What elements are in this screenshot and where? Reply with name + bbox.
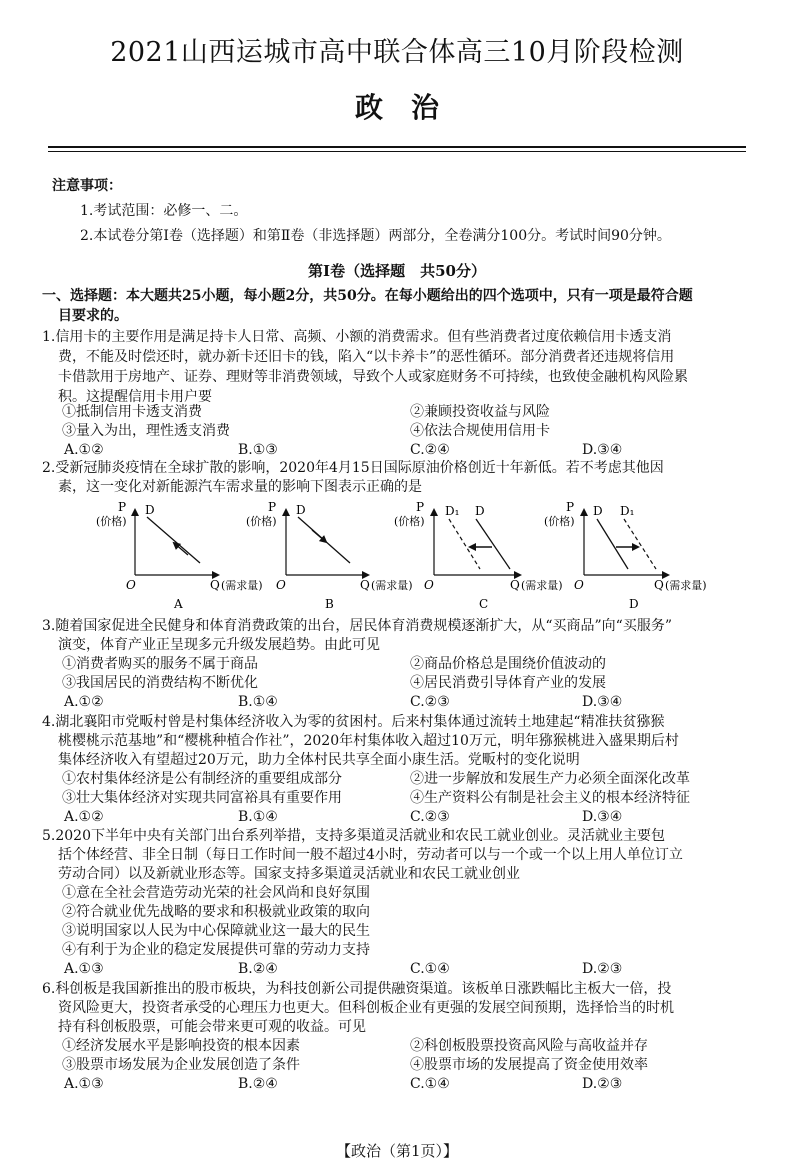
choice-b[interactable]: B.②④ <box>238 961 278 977</box>
page-footer: 【政治（第1页）】 <box>335 1142 459 1160</box>
statement: ③股票市场发展为企业发展创造了条件 <box>62 1057 300 1073</box>
choice-a[interactable]: A.①③ <box>64 961 104 977</box>
movement-arrow <box>174 543 188 555</box>
section-title: 第Ⅰ卷（选择题 共50分） <box>308 262 486 280</box>
question-text: 括个体经营、非全日制（每日工作时间一般不超过4小时，劳动者可以与一个或一个以上用人单位订立 <box>58 847 683 863</box>
graph-c[interactable] <box>394 500 563 611</box>
question-text: 持有科创板股票，可能会带来更可观的收益。可见 <box>58 1019 366 1035</box>
q-label: Q <box>360 578 370 592</box>
quantity-label: (需求量) <box>521 579 563 592</box>
graph-label: B <box>325 597 334 611</box>
curve-label: D <box>296 503 306 517</box>
statement: ②科创板股票投资高风险与高收益并存 <box>410 1038 648 1054</box>
question-text: 桃樱桃示范基地”和“樱桃种植合作社”，2020年村集体收入超过10万元，明年猕猴桃进入盛果期后村 <box>58 733 679 749</box>
question-text: 费，不能及时偿还时，就办新卡还旧卡的钱，陷入“以卡养卡”的恶性循环。部分消费者还违规将信用 <box>58 349 675 365</box>
choice-d[interactable]: D.③④ <box>582 442 623 458</box>
choice-c[interactable]: C.②③ <box>410 694 450 710</box>
section-instruction: 目要求的。 <box>58 308 128 324</box>
p-label: P <box>268 500 277 514</box>
q-label: Q <box>510 578 520 592</box>
price-label: (价格) <box>246 515 277 528</box>
question-text: 演变，体育产业正呈现多元升级发展趋势。由此可见 <box>58 637 380 653</box>
graph-label: A <box>174 597 183 611</box>
choice-a[interactable]: A.①② <box>64 694 104 710</box>
statement: ①农村集体经济是公有制经济的重要组成部分 <box>62 771 342 787</box>
notice-item: 1.考试范围：必修一、二。 <box>80 203 248 219</box>
statement: ④股票市场的发展提高了资金使用效率 <box>410 1057 648 1073</box>
header-rule-thin <box>48 151 746 152</box>
statement: ②符合就业优先战略的要求和积极就业政策的取向 <box>62 904 370 920</box>
origin-label: O <box>126 578 136 592</box>
quantity-label: (需求量) <box>371 579 413 592</box>
choice-d[interactable]: D.②③ <box>582 1076 623 1092</box>
origin-label: O <box>574 578 584 592</box>
demand-curve <box>147 517 200 563</box>
question-text: 2.受新冠肺炎疫情在全球扩散的影响，2020年4月15日国际原油价格创近十年新低。若不考虑其他因 <box>42 460 664 476</box>
choice-b[interactable]: B.②④ <box>238 1076 278 1092</box>
question-text: 素，这一变化对新能源汽车需求量的影响下图表示正确的是 <box>58 479 422 495</box>
graph-b[interactable] <box>246 500 413 611</box>
demand-curve-shifted <box>449 519 480 569</box>
choice-a[interactable]: A.①② <box>64 442 104 458</box>
p-label: P <box>416 500 425 514</box>
question-text: 集体经济收入有望超过20万元，助力全体村民共享全面小康生活。党畈村的变化说明 <box>58 752 580 768</box>
question-text: 1.信用卡的主要作用是满足持卡人日常、高频、小额的消费需求。但有些消费者过度依赖信用卡透支消 <box>42 329 672 345</box>
question-text: 6.科创板是我国新推出的股市板块，为科技创新公司提供融资渠道。该板单日涨跌幅比主板大一倍，投 <box>42 981 672 997</box>
statement: ①消费者购买的服务不属于商品 <box>62 656 258 672</box>
choice-b[interactable]: B.①③ <box>238 442 278 458</box>
notice-heading: 注意事项： <box>52 178 122 194</box>
graph-d[interactable] <box>544 500 707 611</box>
statement: ④居民消费引导体育产业的发展 <box>410 675 606 691</box>
choice-b[interactable]: B.①④ <box>238 809 278 825</box>
demand-curve-shifted <box>624 519 656 569</box>
movement-arrow <box>312 530 326 542</box>
choice-d[interactable]: D.②③ <box>582 961 623 977</box>
demand-graphs <box>0 495 794 615</box>
origin-label: O <box>424 578 434 592</box>
statement: ③壮大集体经济对实现共同富裕具有重要作用 <box>62 790 342 806</box>
statement: ①意在全社会营造劳动光荣的社会风尚和良好氛围 <box>62 885 370 901</box>
graph-label: D <box>629 597 639 611</box>
statement: ④依法合规使用信用卡 <box>410 423 550 439</box>
exam-title: 2021山西运城市高中联合体高三10月阶段检测 <box>110 37 684 68</box>
curve-label: D <box>145 503 155 517</box>
graph-label: C <box>479 597 489 611</box>
statement: ④有利于为企业的稳定发展提供可靠的劳动力支持 <box>62 942 370 958</box>
quantity-label: (需求量) <box>221 579 263 592</box>
question-text: 资风险更大，投资者承受的心理压力也更大。但科创板企业有更强的发展空间预期，选择恰当的时机 <box>58 1000 674 1016</box>
statement: ①抵制信用卡透支消费 <box>62 404 202 420</box>
demand-curve <box>476 519 510 569</box>
statement: ②商品价格总是围绕价值波动的 <box>410 656 606 672</box>
choice-c[interactable]: C.①④ <box>410 1076 450 1092</box>
statement: ③我国居民的消费结构不断优化 <box>62 675 258 691</box>
section-instruction: 一、选择题：本大题共25小题，每小题2分，共50分。在每小题给出的四个选项中，只有一项是最符合题 <box>42 288 693 304</box>
statement: ②进一步解放和发展生产力必须全面深化改革 <box>410 771 690 787</box>
demand-curve <box>597 519 628 569</box>
origin-label: O <box>276 578 286 592</box>
question-text: 4.湖北襄阳市党畈村曾是村集体经济收入为零的贫困村。后来村集体通过流转土地建起“精准扶贫猕猴 <box>42 714 665 730</box>
price-label: (价格) <box>394 515 425 528</box>
q-label: Q <box>654 578 664 592</box>
question-text: 3.随着国家促进全民健身和体育消费政策的出台，居民体育消费规模逐渐扩大，从“买商品”向“买服务” <box>42 618 672 634</box>
curve-label: D₁ <box>620 504 635 518</box>
p-label: P <box>566 500 575 514</box>
choice-c[interactable]: C.②④ <box>410 442 450 458</box>
price-label: (价格) <box>96 515 127 528</box>
question-text: 积。这提醒信用卡用户要 <box>58 389 212 405</box>
statement: ②兼顾投资收益与风险 <box>410 404 550 420</box>
statement: ④生产资料公有制是社会主义的根本经济特征 <box>410 790 690 806</box>
question-text: 劳动合同）以及新就业形态等。国家支持多渠道灵活就业和农民工就业创业 <box>58 866 520 882</box>
question-text: 卡借款用于房地产、证券、理财等非消费领域，导致个人或家庭财务不可持续，也致使金融机构风险累 <box>58 369 688 385</box>
q-label: Q <box>210 578 220 592</box>
choice-a[interactable]: A.①③ <box>64 1076 104 1092</box>
subject-title: 政治 <box>354 91 467 124</box>
choice-d[interactable]: D.③④ <box>582 809 623 825</box>
header-rule <box>48 146 746 148</box>
p-label: P <box>118 500 127 514</box>
choice-c[interactable]: C.②③ <box>410 809 450 825</box>
statement: ①经济发展水平是影响投资的根本因素 <box>62 1038 300 1054</box>
price-label: (价格) <box>544 515 575 528</box>
graph-a[interactable] <box>96 500 263 611</box>
quantity-label: (需求量) <box>665 579 707 592</box>
curve-label: D₁ <box>445 504 460 518</box>
statement: ③说明国家以人民为中心保障就业这一最大的民生 <box>62 923 370 939</box>
choice-a[interactable]: A.①② <box>64 809 104 825</box>
choice-d[interactable]: D.③④ <box>582 694 623 710</box>
notice-item: 2.本试卷分第Ⅰ卷（选择题）和第Ⅱ卷（非选择题）两部分，全卷满分100分。考试时间90分钟。 <box>80 228 671 244</box>
statement: ③量入为出，理性透支消费 <box>62 423 230 439</box>
choice-b[interactable]: B.①④ <box>238 694 278 710</box>
curve-label: D <box>475 504 485 518</box>
choice-c[interactable]: C.①④ <box>410 961 450 977</box>
question-text: 5.2020下半年中央有关部门出台系列举措，支持多渠道灵活就业和农民工就业创业。灵活就业主要包 <box>42 828 665 844</box>
curve-label: D <box>593 504 603 518</box>
